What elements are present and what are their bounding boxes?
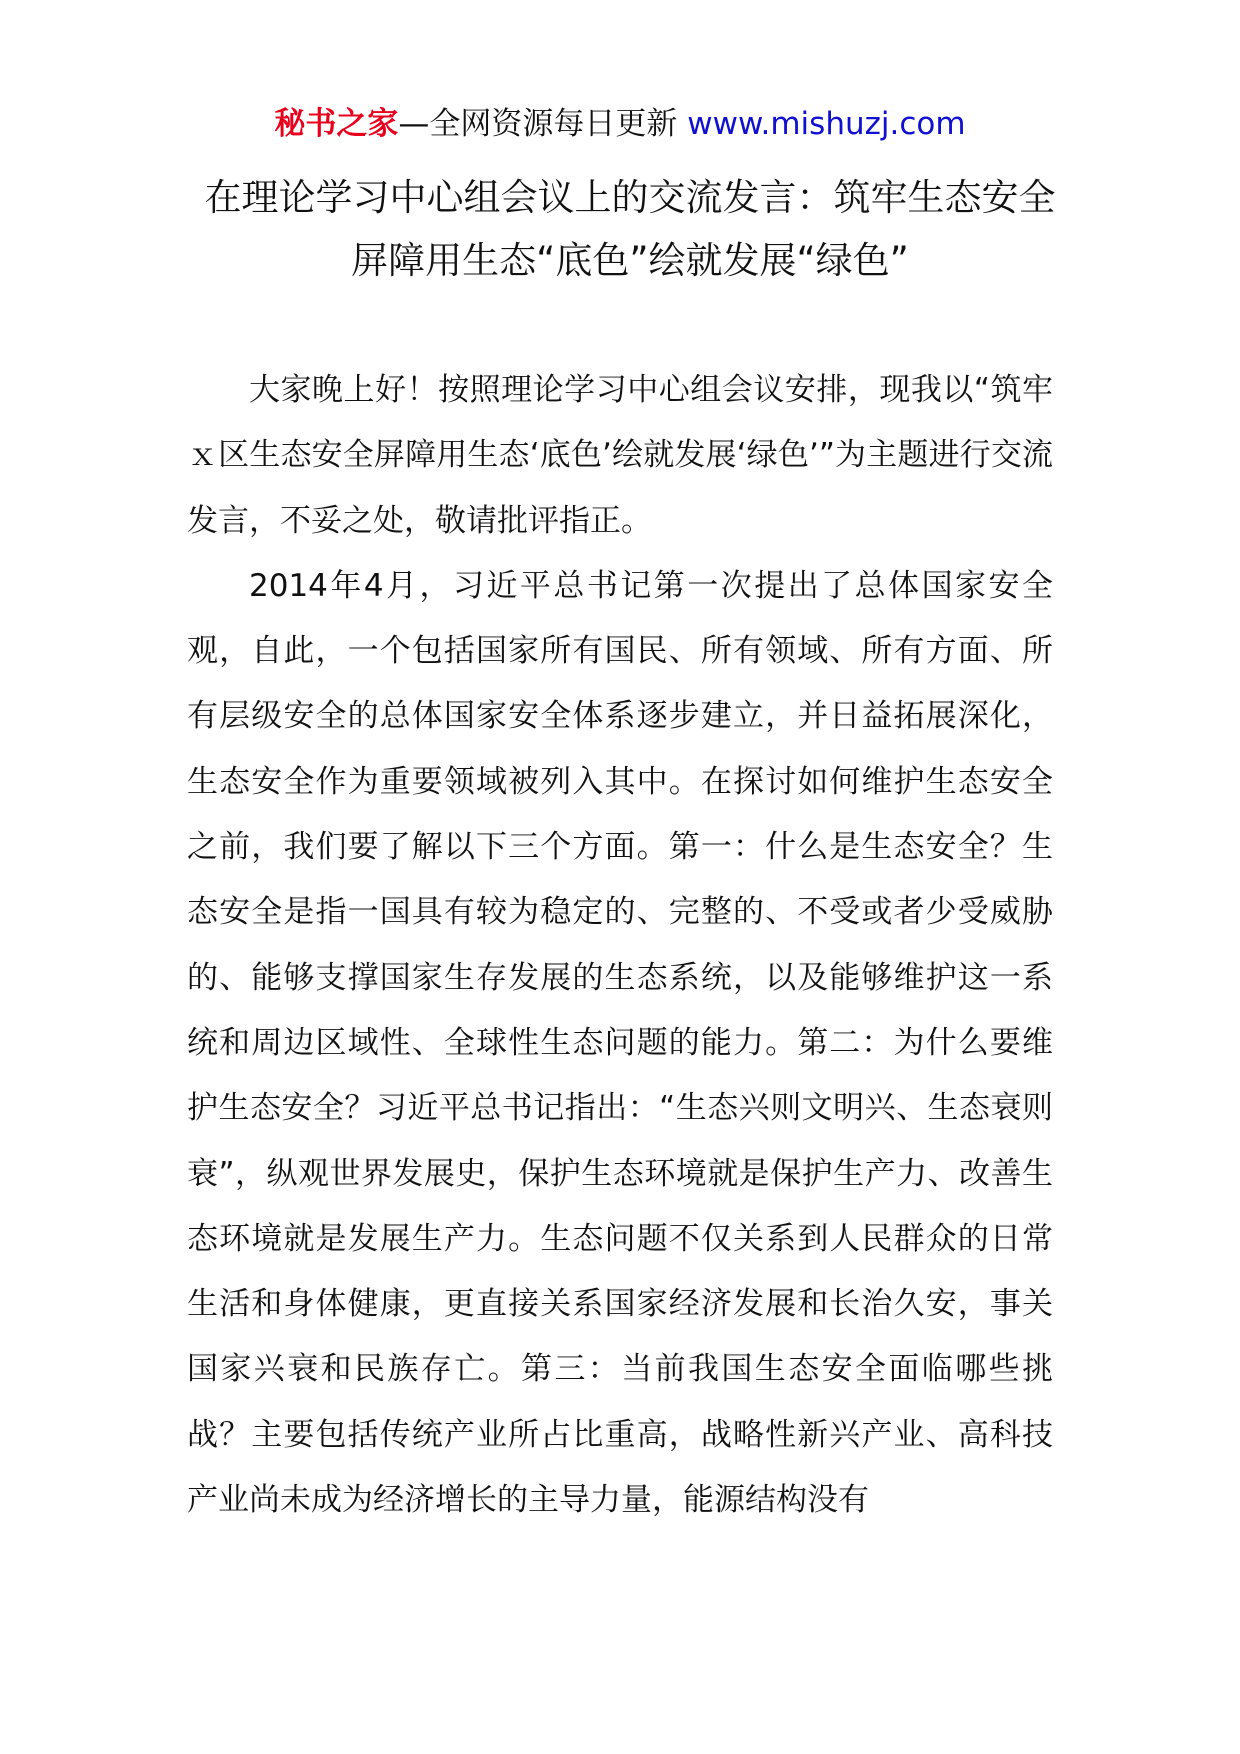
brand-name: 秘书之家 xyxy=(274,106,399,142)
document-body xyxy=(187,358,1053,1533)
paragraph-opening: 大家晚上好！按照理论学习中心组会议安排，现我以“筑牢ｘ区生态安全屏障用生态‘底色’绘就发展‘绿色’”为主题进行交流发言，不妥之处，敬请批评指正。 xyxy=(187,372,1053,539)
banner-slogan: —全网资源每日更新 xyxy=(398,106,678,142)
document-title: 在理论学习中心组会议上的交流发言：筑牢生态安全屏障用生态“底色”绘就发展“绿色” xyxy=(204,176,1056,282)
site-url-link[interactable]: www.mishuzj.com xyxy=(687,106,966,142)
paragraph-background: 2014年4月，习近平总书记第一次提出了总体国家安全观，自此，一个包括国家所有国民、所有领域、所有方面、所有层级安全的总体国家安全体系逐步建立，并日益拓展深化，生态安全作为重要领域被列入其中。在探讨如何维护生态安全之前，我们要了解以下三个方面。第一：什么是生态安全？生态安全是指一国具有较为稳定的、完整的、不受或者少受威胁的、能够支撑国家生存发展的生态系统，以及能够维护这一系统和周边区域性、全球性生态问题的能力。第二：为什么要维护生态安全？习近平总书记指出：“生态兴则文明兴、生态衰则衰”，纵观世界发展史，保护生态环境就是保护生产力、改善生态环境就是发展生产力。生态问题不仅关系到人民群众的日常生活和身体健康，更直接关系国家经济发展和长治久安，事关国家兴衰和民族存亡。第三：当前我国生态安全面临哪些挑战？主要包括传统产业所占比重高，战略性新兴产业、高科技产业尚未成为经济增长的主导力量，能源结构没有 xyxy=(187,567,1053,1519)
site-banner xyxy=(0,100,1240,148)
